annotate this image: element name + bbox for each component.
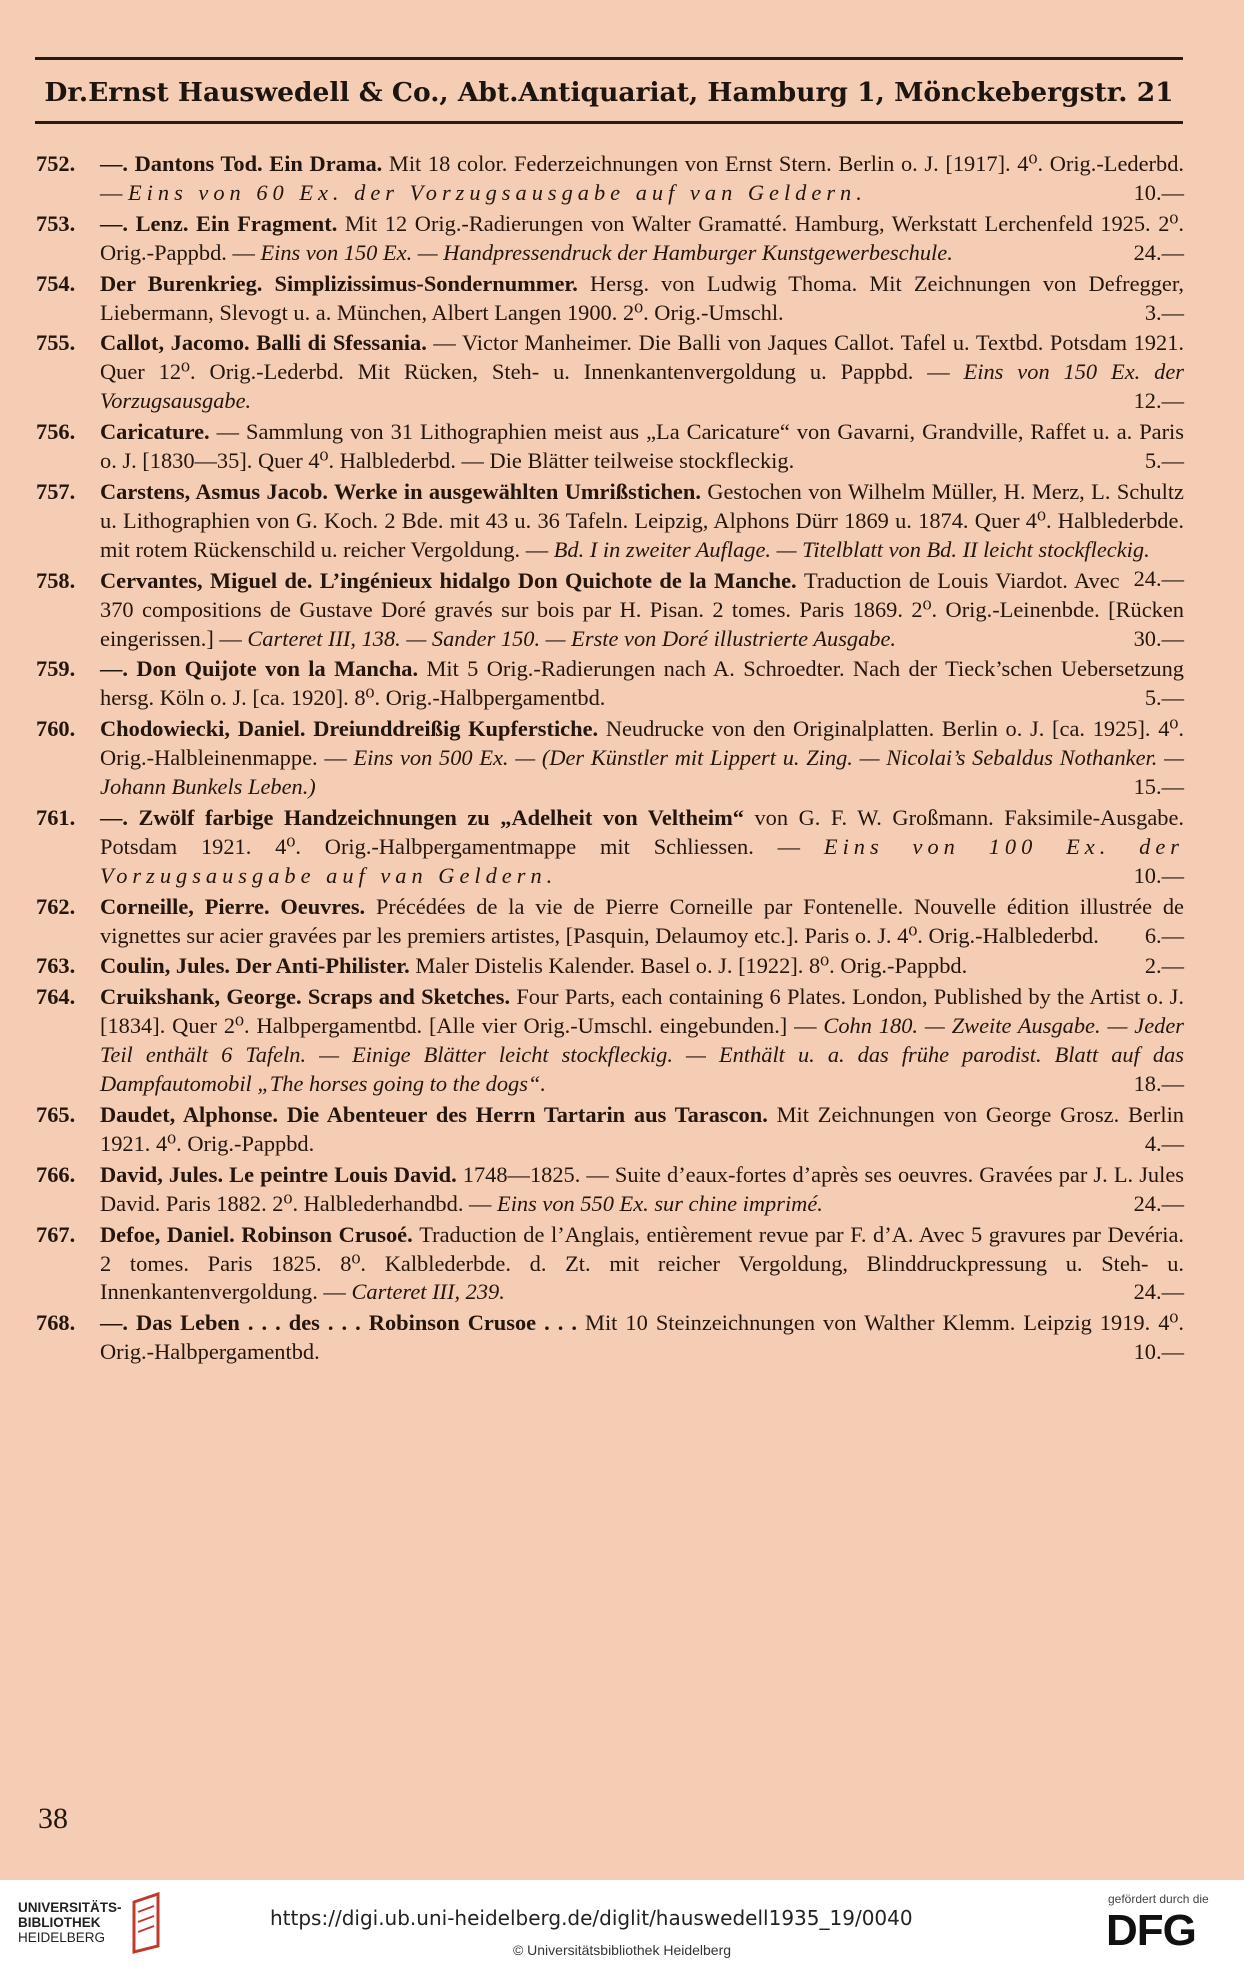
entry-note: Bd. I in zweiter Auflage. — Titelblatt von Bd. II leicht stockfleckig. bbox=[553, 536, 1150, 562]
library-name-line3: HEIDELBERG bbox=[18, 1930, 106, 1945]
entry-number: 756. bbox=[36, 419, 76, 445]
entry-price: 24.— bbox=[1133, 565, 1184, 591]
entry-price: 2.— bbox=[1144, 953, 1184, 979]
entry-price: 12.— bbox=[1133, 388, 1184, 414]
entry-description: 1748—1825. — Suite d’eaux-fortes d’après ses oeuvres. Gravées par J. L. Jules David. Paris 1882. 2⁰. Halblederhandbd. — bbox=[100, 1161, 1184, 1216]
library-name-line2: BIBLIOTHEK bbox=[18, 1915, 101, 1930]
entry-number: 765. bbox=[36, 1102, 76, 1127]
catalog-entry bbox=[36, 715, 1184, 802]
catalog-entry bbox=[36, 270, 1184, 328]
entry-title: David, Jules. Le peintre Louis David. bbox=[100, 1161, 463, 1187]
catalog-entry bbox=[36, 1101, 1184, 1159]
catalog-entry bbox=[36, 655, 1184, 713]
entry-description: Précédées de la vie de Pierre Corneille par Fontenelle. Nouvelle édition illustrée de vignettes sur acier gravées par les premiers artistes, [Pasquin, Delaumoy etc.]. Paris o. J. 4⁰. Orig.-Halblederbd. bbox=[100, 893, 1184, 948]
source-url-link[interactable]: https://digi.ub.uni-heidelberg.de/diglit/hauswedell1935_19/0040 bbox=[270, 1906, 913, 1930]
entry-price: 10.— bbox=[1133, 179, 1184, 205]
entry-description: Hersg. von Ludwig Thoma. Mit Zeichnungen von Defregger, Liebermann, Slevogt u. a. München, Albert Langen 1900. 2⁰. Orig.-Umschl. bbox=[100, 270, 1184, 325]
entry-text bbox=[100, 952, 1184, 981]
entry-text bbox=[100, 655, 1184, 713]
entry-number: 758. bbox=[36, 567, 76, 593]
catalog-entry bbox=[36, 1309, 1184, 1367]
entry-price: 4.— bbox=[1144, 1130, 1184, 1156]
entry-note: Carteret III, 138. — Sander 150. — Erste von Doré illustrierte Ausgabe. bbox=[247, 625, 897, 651]
entry-number: 760. bbox=[36, 716, 76, 742]
entry-price: 10.— bbox=[1133, 1339, 1184, 1365]
entry-text bbox=[100, 983, 1184, 1099]
entry-title: Coulin, Jules. Der Anti-Philister. bbox=[100, 953, 416, 979]
catalog-entry bbox=[36, 150, 1184, 208]
entry-title: Carstens, Asmus Jacob. Werke in ausgewählten Umrißstichen. bbox=[100, 478, 708, 504]
entry-description: von G. F. W. Großmann. Faksimile-Ausgabe. Potsdam 1921. 4⁰. Orig.-Halbpergamentmappe mit Schliessen. — bbox=[100, 804, 1184, 859]
entry-note: Cohn 180. — Zweite Ausgabe. — Jeder Teil enthält 6 Tafeln. — Einige Blätter leicht stockfleckig. — Enthält u. a. das frühe parodist. Blatt auf das Dampfautomobil „The horses going to the dogs“. bbox=[100, 1013, 1184, 1097]
catalog-entry bbox=[36, 1221, 1184, 1308]
entry-description: Traduction de l’Anglais, entièrement revue par F. d’A. Avec 5 gravures par Devéria. 2 tomes. Paris 1825. 8⁰. Kalblederbde. d. Zt. mit reicher Vergoldung, Blinddruckpressung u. Steh- u. Innenkantenvergoldung. — bbox=[100, 1221, 1184, 1305]
entry-description: Mit 12 Orig.-Radierungen von Walter Gramatté. Hamburg, Werkstatt Lerchenfeld 1925. 2⁰. Orig.-Pappbd. — bbox=[100, 210, 1184, 265]
entry-title: Cruikshank, George. Scraps and Sketches. bbox=[100, 984, 517, 1010]
entry-text bbox=[100, 270, 1184, 328]
entry-note: Eins von 100 Ex. der Vorzugsausgabe auf van Geldern. bbox=[100, 833, 1185, 888]
dfg-logo: DFG bbox=[1106, 1906, 1196, 1955]
entry-price: 5.— bbox=[1144, 448, 1184, 474]
entry-title: Daudet, Alphonse. Die Abenteuer des Herrn Tartarin aus Tarascon. bbox=[100, 1102, 777, 1127]
entry-note: Eins von 500 Ex. — (Der Künstler mit Lippert u. Zing. — Nicolai’s Sebaldus Nothanker. — Johann Bunkels Leben.) bbox=[100, 745, 1184, 800]
header-rule-top bbox=[35, 57, 1183, 60]
catalog-entry bbox=[36, 893, 1184, 951]
entry-note: Eins von 550 Ex. sur chine imprimé. bbox=[497, 1190, 823, 1216]
library-name-line1: UNIVERSITÄTS- bbox=[18, 1900, 122, 1915]
entry-text bbox=[100, 1161, 1184, 1219]
entry-text bbox=[100, 893, 1184, 951]
entry-title: —. Don Quijote von la Mancha. bbox=[100, 656, 427, 682]
entry-title: Caricature. bbox=[100, 419, 217, 445]
entry-price: 3.— bbox=[1144, 299, 1184, 325]
entry-text bbox=[100, 715, 1184, 802]
entry-description: Mit Zeichnungen von George Grosz. Berlin 1921. 4⁰. Orig.-Pappbd. bbox=[100, 1102, 1184, 1156]
entry-text bbox=[100, 1309, 1184, 1367]
entry-text bbox=[100, 150, 1184, 208]
header-rule-bottom bbox=[35, 121, 1183, 124]
entry-title: Cervantes, Miguel de. L’ingénieux hidalgo Don Quichote de la Manche. bbox=[100, 567, 805, 593]
entry-text bbox=[100, 1221, 1184, 1308]
catalog-entries bbox=[36, 150, 1184, 1369]
entry-text bbox=[100, 210, 1184, 268]
entry-price: 24.— bbox=[1133, 1190, 1184, 1216]
catalog-entry bbox=[36, 952, 1184, 981]
entry-title: —. Dantons Tod. Ein Drama. bbox=[100, 151, 389, 176]
copyright-notice: © Universitätsbibliothek Heidelberg bbox=[512, 1942, 732, 1958]
entry-note: Eins von 150 Ex. — Handpressendruck der Hamburger Kunstgewerbeschule. bbox=[260, 239, 953, 265]
catalog-entry bbox=[36, 804, 1184, 891]
entry-number: 763. bbox=[36, 953, 76, 979]
entry-description: — Sammlung von 31 Lithographien meist aus „La Caricature“ von Gavarni, Grandville, Raffet u. a. Paris o. J. [1830—35]. Quer 4⁰. Halblederbd. — Die Blätter teilweise stockfleckig. bbox=[100, 419, 1184, 474]
entry-price: 18.— bbox=[1133, 1071, 1184, 1097]
catalog-entry bbox=[36, 418, 1184, 476]
entry-price: 10.— bbox=[1133, 862, 1184, 888]
entry-text bbox=[100, 567, 1184, 654]
entry-number: 764. bbox=[36, 984, 76, 1010]
entry-note: Eins von 150 Ex. der Vorzugsausgabe. bbox=[100, 359, 1185, 414]
entry-text bbox=[100, 418, 1184, 476]
entry-number: 759. bbox=[36, 656, 76, 682]
entry-text bbox=[100, 329, 1184, 416]
entry-price: 5.— bbox=[1144, 685, 1184, 711]
entry-title: —. Das Leben . . . des . . . Robinson Crusoe . . . bbox=[100, 1310, 586, 1336]
entry-price: 15.— bbox=[1133, 774, 1184, 800]
university-library-logo bbox=[18, 1900, 122, 1945]
catalog-entry bbox=[36, 210, 1184, 268]
funding-note: gefördert durch die bbox=[1108, 1892, 1209, 1906]
entry-note: Carteret III, 239. bbox=[351, 1279, 505, 1305]
catalog-entry bbox=[36, 1161, 1184, 1219]
entry-title: Chodowiecki, Daniel. Dreiunddreißig Kupferstiche. bbox=[100, 716, 606, 742]
entry-title: Corneille, Pierre. Oeuvres. bbox=[100, 893, 376, 919]
entry-description: Mit 18 color. Federzeichnungen von Ernst Stern. Berlin o. J. [1917]. 4⁰. Orig.-Lederbd. — bbox=[100, 151, 1184, 205]
entry-title: —. Zwölf farbige Handzeichnungen zu „Adelheit von Veltheim“ bbox=[100, 804, 755, 830]
entry-title: Der Burenkrieg. Simplizissimus-Sondernummer. bbox=[100, 270, 590, 296]
entry-price: 24.— bbox=[1133, 1279, 1184, 1305]
entry-title: Defoe, Daniel. Robinson Crusoé. bbox=[100, 1221, 420, 1247]
entry-number: 768. bbox=[36, 1310, 76, 1336]
entry-number: 762. bbox=[36, 893, 76, 919]
entry-price: 24.— bbox=[1133, 239, 1184, 265]
entry-text bbox=[100, 1101, 1184, 1159]
entry-number: 767. bbox=[36, 1221, 76, 1247]
entry-description: Maler Distelis Kalender. Basel o. J. [1922]. 8⁰. Orig.-Pappbd. bbox=[415, 953, 968, 979]
catalog-entry bbox=[36, 567, 1184, 654]
entry-number: 757. bbox=[36, 478, 76, 504]
entry-description: Mit 5 Orig.-Radierungen nach A. Schroedter. Nach der Tieck’schen Uebersetzung hersg. Köln o. J. [ca. 1920]. 8⁰. Orig.-Halbpergamentbd. bbox=[100, 656, 1184, 711]
entry-number: 766. bbox=[36, 1161, 76, 1187]
page-number: 38 bbox=[38, 1802, 68, 1835]
entry-description: Traduction de Louis Viardot. Avec 370 compositions de Gustave Doré gravés sur bois par H. Pisan. 2 tomes. Paris 1869. 2⁰. Orig.-Leinenbde. [Rücken eingerissen.] — bbox=[100, 567, 1184, 651]
viewer-footer bbox=[0, 1880, 1244, 1969]
entry-description: — Victor Manheimer. Die Balli von Jaques Callot. Tafel u. Textbd. Potsdam 1921. Quer 12⁰. Orig.-Lederbd. Mit Rücken, Steh- u. Innenkantenvergoldung u. Pappbd. — bbox=[100, 330, 1184, 385]
entry-number: 754. bbox=[36, 270, 76, 296]
entry-title: —. Lenz. Ein Fragment. bbox=[100, 210, 345, 236]
entry-description: Neudrucke von den Originalplatten. Berlin o. J. [ca. 1925]. 4⁰. Orig.-Halbleinenmappe. — bbox=[100, 716, 1184, 771]
entry-note: Eins von 60 Ex. der Vorzugsausgabe auf van Geldern. bbox=[128, 179, 867, 205]
catalog-entry bbox=[36, 983, 1184, 1099]
entry-description: Mit 10 Steinzeichnungen von Walther Klemm. Leipzig 1919. 4⁰. Orig.-Halbpergamentbd. bbox=[100, 1310, 1184, 1365]
entry-title: Callot, Jacomo. Balli di Sfessania. bbox=[100, 330, 434, 356]
entry-number: 752. bbox=[36, 151, 76, 176]
entry-price: 6.— bbox=[1144, 922, 1184, 948]
entry-text bbox=[100, 804, 1184, 891]
page-header-title: Dr.Ernst Hauswedell & Co., Abt.Antiquariat, Hamburg 1, Mönckebergstr. 21 bbox=[44, 77, 1174, 108]
catalog-entry bbox=[36, 329, 1184, 416]
entry-description: Four Parts, each containing 6 Plates. London, Published by the Artist o. J. [1834]. Quer 2⁰. Halbpergamentbd. [Alle vier Orig.-Umschl. eingebunden.] — bbox=[100, 984, 1184, 1039]
entry-number: 753. bbox=[36, 210, 76, 236]
entry-price: 30.— bbox=[1133, 625, 1184, 651]
entry-description: Gestochen von Wilhelm Müller, H. Merz, L. Schultz u. Lithographien von G. Koch. 2 Bde. mit 43 u. 36 Tafeln. Leipzig, Alphons Dürr 1869 u. 1874. Quer 4⁰. Halblederbde. mit rotem Rückenschild u. reicher Vergoldung. — bbox=[100, 478, 1184, 562]
entry-number: 761. bbox=[36, 804, 76, 830]
entry-number: 755. bbox=[36, 330, 76, 356]
